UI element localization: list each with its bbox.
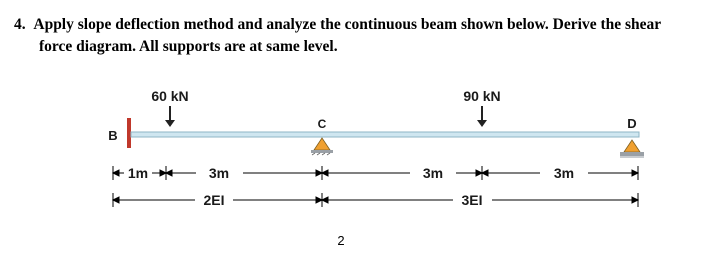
rigidity-label-3ei: 3EI (461, 192, 483, 208)
question-line1-text: Apply slope deflection method and analyze the continuous beam shown below. Derive the shear (33, 16, 662, 33)
roller-support-d (620, 140, 644, 158)
load-arrow-90kn (477, 106, 487, 127)
node-label-d: D (627, 116, 637, 131)
pin-support-c (311, 138, 333, 155)
dim-label-1m: 1m (127, 165, 149, 181)
dim-label-3m-c: 3m (553, 165, 575, 181)
node-label-b: B (108, 128, 118, 143)
rigidity-label-2ei: 2EI (203, 192, 225, 208)
dim-label-3m-a: 3m (208, 165, 230, 181)
question-number: 4. (14, 16, 26, 33)
dim-label-3m-b: 3m (422, 165, 444, 181)
fixed-support-wall (127, 118, 131, 148)
dimension-row-2 (113, 193, 638, 207)
load-label-60kn: 60 kN (151, 88, 189, 104)
node-label-c: C (317, 117, 327, 131)
page-number: 2 (337, 233, 345, 248)
question-line-2: force diagram. All supports are at same level. (39, 38, 338, 55)
beam (131, 132, 639, 137)
load-label-90kn: 90 kN (463, 88, 501, 104)
load-arrow-60kn (165, 106, 175, 127)
